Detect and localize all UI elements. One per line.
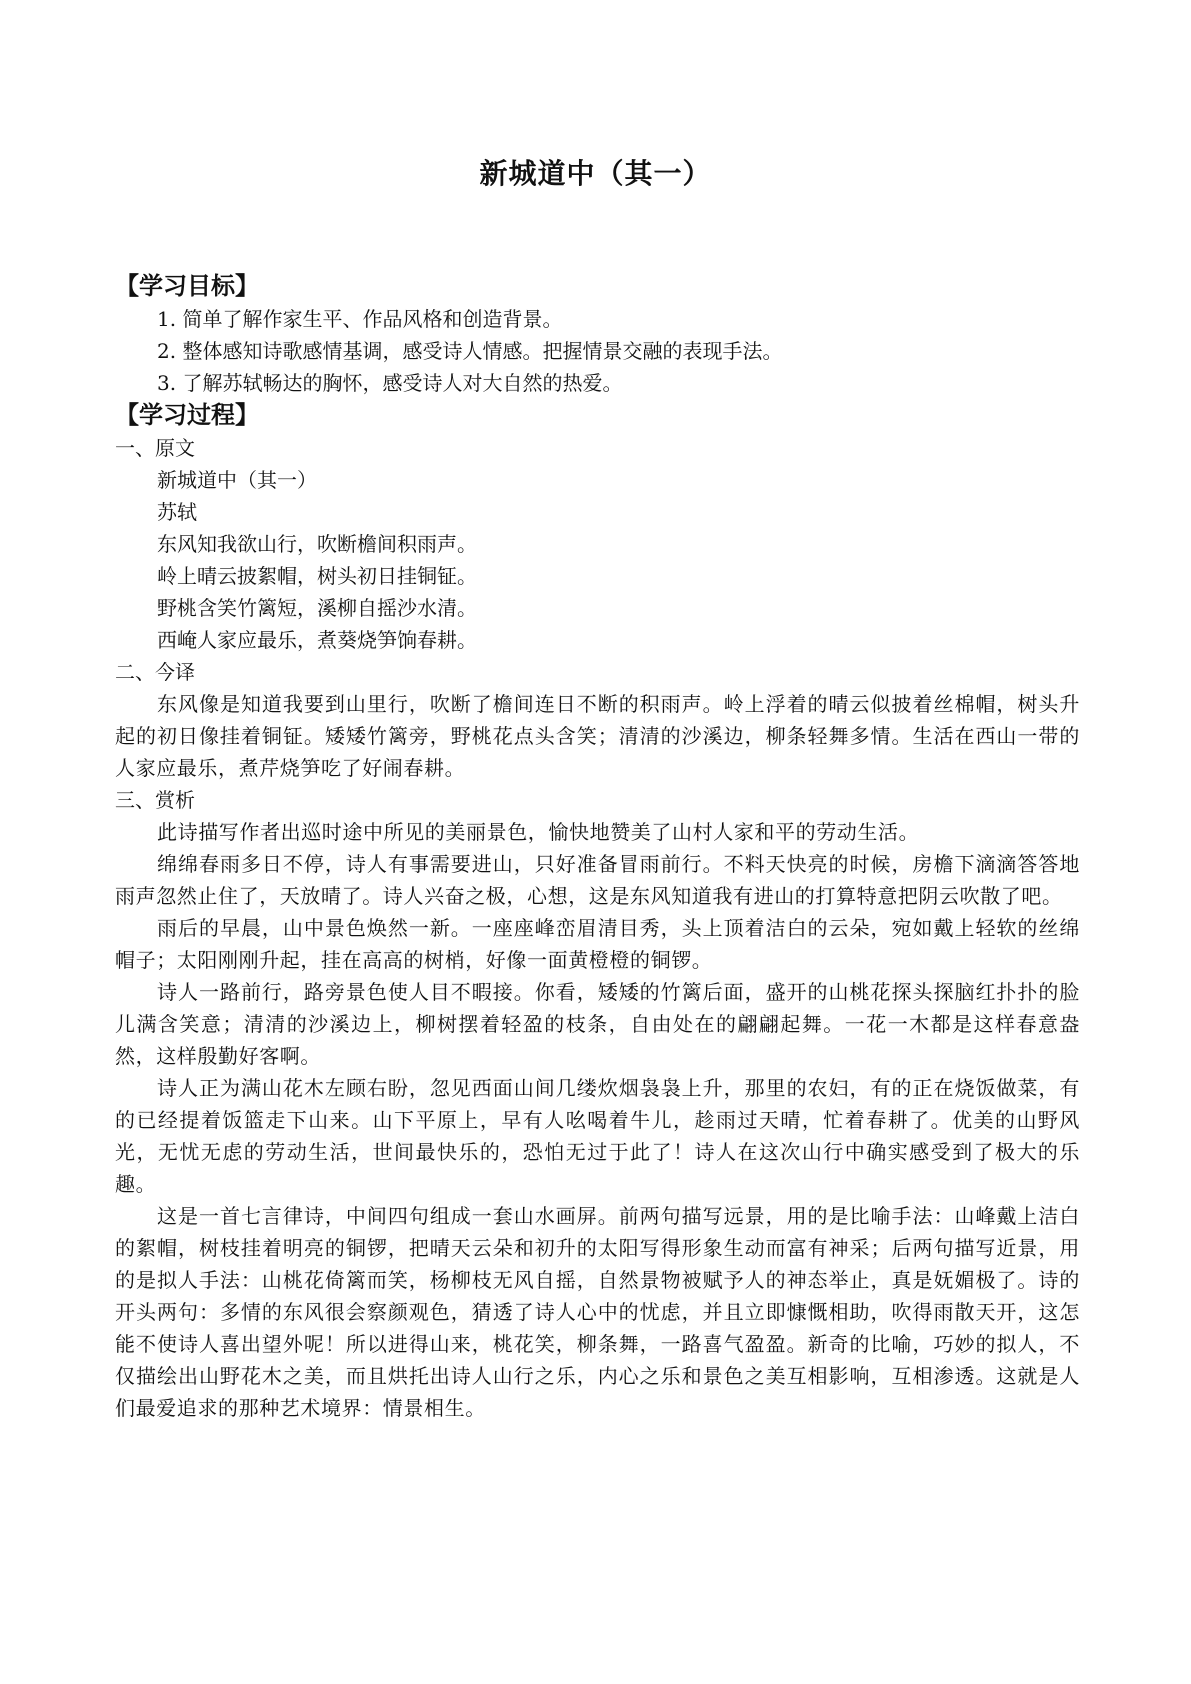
goal-item: 1. 简单了解作家生平、作品风格和创造背景。 [157,307,563,331]
translation-heading: 二、今译 [115,660,195,684]
translation-paragraph: 东风像是知道我要到山里行，吹断了檐间连日不断的积雨声。岭上浮着的晴云似披着丝棉帽，树头升起的初日像挂着铜钲。矮矮竹篱旁，野桃花点头含笑；清清的沙溪边，柳条轻舞多情。生活在西山一带的人家应最乐，煮芹烧笋吃了好闹春耕。 [115,692,1080,780]
appreciation-paragraph: 绵绵春雨多日不停，诗人有事需要进山，只好准备冒雨前行。不料天快亮的时候，房檐下滴滴答答地雨声忽然止住了，天放晴了。诗人兴奋之极，心想，这是东风知道我有进山的打算特意把阴云吹散了吧。 [115,852,1080,908]
goals-heading: 【学习目标】 [115,272,259,300]
poem-line: 东风知我欲山行，吹断檐间积雨声。 [157,532,477,556]
appreciation-paragraph: 雨后的早晨，山中景色焕然一新。一座座峰峦眉清目秀，头上顶着洁白的云朵，宛如戴上轻软的丝绵帽子；太阳刚刚升起，挂在高高的树梢，好像一面黄橙橙的铜锣。 [115,916,1080,972]
appreciation-paragraph: 诗人正为满山花木左顾右盼，忽见西面山间几缕炊烟袅袅上升，那里的农妇，有的正在烧饭做菜，有的已经提着饭篮走下山来。山下平原上，早有人吆喝着牛儿，趁雨过天晴，忙着春耕了。优美的山野风光，无忧无虑的劳动生活，世间最快乐的，恐怕无过于此了！诗人在这次山行中确实感受到了极大的乐趣。 [115,1076,1080,1196]
appreciation-heading: 三、赏析 [115,788,195,812]
appreciation-paragraph: 诗人一路前行，路旁景色使人目不暇接。你看，矮矮的竹篱后面，盛开的山桃花探头探脑红扑扑的脸儿满含笑意；清清的沙溪边上，柳树摆着轻盈的枝条，自由处在的翩翩起舞。一花一木都是这样春意盎然，这样殷勤好客啊。 [115,980,1080,1068]
poem-line: 岭上晴云披絮帽，树头初日挂铜钲。 [157,564,477,588]
original-heading: 一、原文 [115,436,195,460]
appreciation-paragraph: 此诗描写作者出巡时途中所见的美丽景色，愉快地赞美了山村人家和平的劳动生活。 [157,820,920,844]
poem-title: 新城道中（其一） [157,468,317,492]
goal-item: 3. 了解苏轼畅达的胸怀，感受诗人对大自然的热爱。 [157,371,623,395]
process-heading: 【学习过程】 [115,401,259,429]
appreciation-paragraph: 这是一首七言律诗，中间四句组成一套山水画屏。前两句描写远景，用的是比喻手法：山峰戴上洁白的絮帽，树枝挂着明亮的铜锣，把晴天云朵和初升的太阳写得形象生动而富有神采；后两句描写近景，用的是拟人手法：山桃花倚篱而笑，杨柳枝无风自摇，自然景物被赋予人的神态举止，真是妩媚极了。诗的开头两句：多情的东风很会察颜观色，猜透了诗人心中的忧虑，并且立即慷慨相助，吹得雨散天开，这怎能不使诗人喜出望外呢！所以进得山来，桃花笑，柳条舞，一路喜气盈盈。新奇的比喻，巧妙的拟人，不仅描绘出山野花木之美，而且烘托出诗人山行之乐，内心之乐和景色之美互相影响，互相渗透。这就是人们最爱追求的那种艺术境界：情景相生。 [115,1204,1080,1420]
poem-author: 苏轼 [157,500,197,524]
document-body [115,270,1080,1424]
page-title: 新城道中（其一） [479,157,712,190]
poem-line: 野桃含笑竹篱短，溪柳自摇沙水清。 [157,596,477,620]
poem-line: 西崦人家应最乐，煮葵烧笋饷春耕。 [157,628,477,652]
goal-item: 2. 整体感知诗歌感情基调，感受诗人情感。把握情景交融的表现手法。 [157,339,783,363]
